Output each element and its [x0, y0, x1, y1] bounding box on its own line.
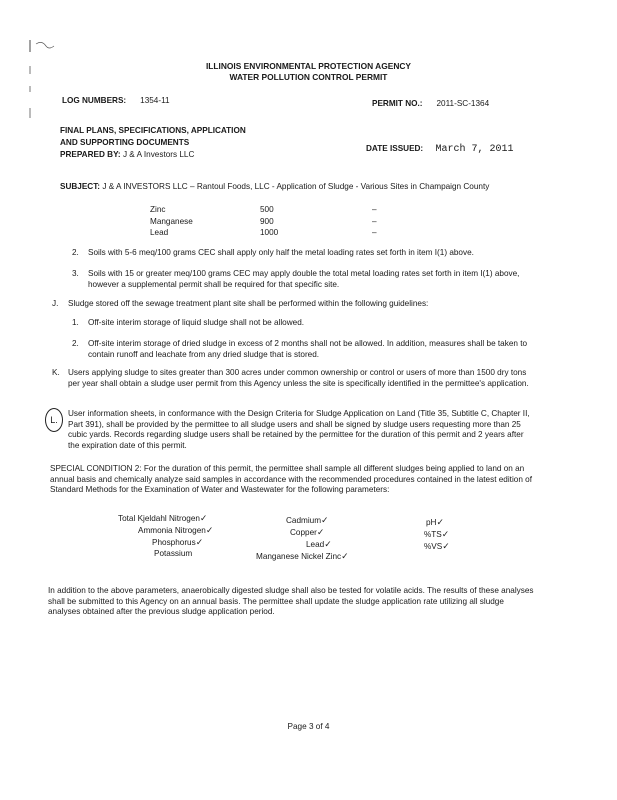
param-potassium: Potassium — [154, 549, 193, 559]
metal-value: 500 — [260, 205, 274, 214]
date-issued — [366, 143, 513, 156]
metal-dash: – — [372, 228, 377, 238]
param-cadmium: Cadmium — [286, 516, 322, 525]
item-L-circled-num: L. — [45, 408, 63, 432]
special-text: For the duration of this permit, the permittee shall sample all different sludges being applied to land on an annual basis and chemically analyze said samples in accordance with the recommended procedures contained in the latest edition of Standard Methods for the Examination of Water and Wastewater for the following parameters: — [50, 464, 532, 495]
table-row — [150, 205, 377, 217]
param-phosphorus: Phosphorus — [152, 538, 196, 548]
metal-value: 900 — [260, 216, 274, 226]
item-J2-num: 2. — [72, 339, 79, 348]
check-mark-icon: ✓ — [442, 541, 450, 552]
subject-label: SUBJECT: — [60, 182, 101, 191]
log-number-row — [62, 96, 170, 107]
param-lead: Lead — [306, 540, 325, 550]
item-K-text: Users applying sludge to sites greater than 300 acres under common ownership or control or users of more than 1500 dry tons per year shall obtain a sludge user permit from this Agency unless the site is specifically identified in the permittee's application. — [68, 368, 529, 388]
check-mark-icon: ✓ — [341, 551, 349, 562]
scan-margin-marks — [28, 38, 68, 128]
check-mark-icon: ✓ — [321, 515, 329, 525]
item-3-text: Soils with 15 or greater meq/100 grams CEC may apply double the total metal loading rates set forth in item I(1) above, however a supplemental permit shall be required for that specific site. — [88, 269, 520, 289]
special-condition-2 — [50, 464, 538, 496]
item-2-num: 2. — [72, 248, 79, 257]
plans-line-2: AND SUPPORTING DOCUMENTS — [60, 138, 190, 147]
subject-line — [60, 182, 570, 193]
parameters-column-3 — [424, 516, 504, 552]
item-J-text: Sludge stored off the sewage treatment plant site shall be performed within the following guidelines: — [68, 299, 429, 308]
check-mark-icon: ✓ — [195, 537, 204, 548]
prepared-value: J & A Investors LLC — [122, 150, 195, 159]
closing-paragraph: In addition to the above parameters, anaerobically digested sludge shall also be tested for volatile acids. The results of these analyses shall be submitted to this Agency on an annual basis. The permittee shall update the sludge application rate utilizing all sludge analyses obtained after the previous sludge application period. — [48, 586, 534, 617]
param-total-kjeldahl-nitrogen: Total Kjeldahl Nitrogen — [118, 514, 200, 523]
permit-title: WATER POLLUTION CONTROL PERMIT — [229, 72, 388, 82]
subject-text: J & A INVESTORS LLC – Rantoul Foods, LLC - Application of Sludge - Various Sites in Champaign County — [102, 182, 490, 191]
prepared-label: PREPARED BY: — [60, 150, 121, 159]
check-mark-icon: ✓ — [436, 517, 445, 527]
metal-dash: – — [372, 216, 377, 226]
check-mark-icon: ✓ — [199, 513, 208, 523]
param-ph: pH — [426, 518, 437, 527]
parameters-column-1 — [110, 512, 260, 559]
item-J1-num: 1. — [72, 318, 79, 327]
agency-title: ILLINOIS ENVIRONMENTAL PROTECTION AGENCY — [205, 61, 412, 71]
check-mark-icon: ✓ — [324, 539, 332, 550]
parameters-column-2 — [256, 514, 406, 563]
special-label: SPECIAL CONDITION 2: — [50, 464, 142, 473]
permit-label: PERMIT NO.: — [372, 99, 423, 108]
table-row — [150, 228, 377, 240]
item-L-text: User information sheets, in conformance with the Design Criteria for Sludge Application on Land (Title 35, Subtitle C, Chapter II, Part 391), shall be provided by the permittee to all sludge users and shall be signed by sludge users requesting more than 25 cubic yards. Records regarding sludge users shall be retained by the permittee for the duration of this permit and 2 years after the expiration date of this permit. — [68, 409, 530, 450]
param-ammonia-nitrogen: Ammonia Nitrogen — [138, 526, 206, 536]
item-K-num: K. — [52, 368, 60, 377]
metal-value: 1000 — [260, 228, 279, 238]
permit-number-row — [372, 99, 489, 110]
check-mark-icon: ✓ — [316, 527, 325, 538]
permit-value: 2011-SC-1364 — [436, 99, 490, 108]
item-J2-text: Off-site interim storage of dried sludge in excess of 2 months shall not be allowed. In addition, measures shall be taken to contain runoff and leachate from any dried sludge that is stored. — [88, 339, 528, 359]
metal-name: Manganese — [150, 216, 193, 226]
date-label: DATE ISSUED: — [366, 144, 424, 153]
table-row — [150, 217, 377, 229]
metal-name: Lead — [150, 228, 169, 238]
param-copper: Copper — [290, 528, 317, 538]
check-mark-icon: ✓ — [441, 529, 450, 540]
metal-name: Zinc — [150, 205, 166, 214]
check-mark-icon: ✓ — [205, 525, 214, 536]
date-value: March 7, 2011 — [435, 144, 514, 155]
page-number: Page 3 of 4 — [287, 722, 330, 731]
metals-table — [150, 205, 377, 240]
param-manganese-nickel-zinc: Manganese Nickel Zinc — [256, 552, 342, 562]
item-2-text: Soils with 5-6 meq/100 grams CEC shall apply only half the metal loading rates set forth in item I(1) above. — [88, 248, 474, 257]
log-label: LOG NUMBERS: — [62, 96, 127, 105]
log-value: 1354-11 — [140, 96, 170, 105]
metal-dash: – — [372, 205, 377, 214]
param-ts: %TS — [424, 530, 442, 540]
item-J1-text: Off-site interim storage of liquid sludge shall not be allowed. — [88, 318, 305, 327]
item-J-num: J. — [52, 299, 59, 308]
plans-line-1: FINAL PLANS, SPECIFICATIONS, APPLICATION — [60, 126, 246, 135]
item-3-num: 3. — [72, 269, 79, 278]
param-vs: %VS — [424, 542, 443, 552]
prepared-by — [60, 150, 194, 161]
